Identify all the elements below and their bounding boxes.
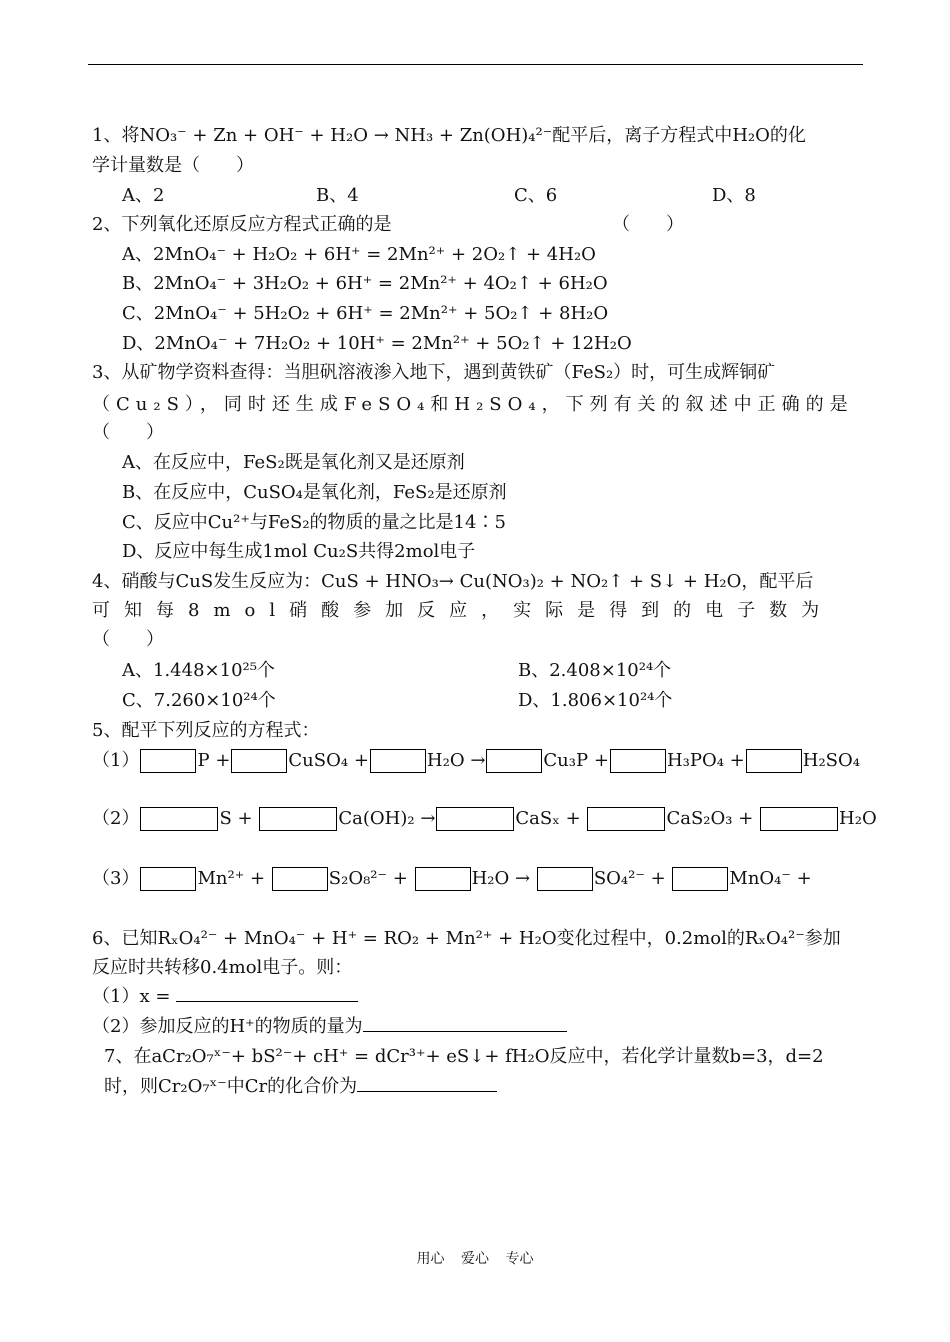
footer-text-2: 爱心 [461,1251,489,1267]
eq2-term-2: Ca(OH)₂ [338,808,415,829]
q5-equation-3 [92,864,812,894]
eq1-term-6: H₂SO₄ [802,750,860,771]
eq1-coef-4-box[interactable] [486,749,542,773]
arrow-sign: → [470,750,486,771]
footer-text-3: 专心 [505,1251,534,1267]
q4-option-d: D、1.806×10²⁴个 [518,690,673,711]
eq3-coef-3-box[interactable] [415,867,471,891]
q5-equation-2 [92,804,877,834]
q3-option-c: C、反应中Cu²⁺与FeS₂的物质的量之比是14∶5 [122,512,506,533]
plus-sign: + [237,808,253,829]
q6-sub2-label: （2）参加反应的H⁺的物质的量为 [92,1016,363,1037]
q7-answer-blank[interactable] [357,1073,497,1092]
eq3-coef-4-box[interactable] [537,867,593,891]
q7-line1: 7、在aCr₂O₇ˣ⁻+ bS²⁻+ cH⁺ = dCr³⁺+ eS↓+ fH₂O反应中，若化学计量数b=3，d=2 [104,1046,824,1067]
q3-line3: （ ） [92,422,164,443]
eq3-term-1: Mn²⁺ [197,868,245,889]
eq2-term-4: CaS₂O₃ [666,808,733,829]
eq1-coef-1-box[interactable] [140,749,196,773]
q2-option-d: D、2MnO₄⁻ + 7H₂O₂ + 10H⁺ = 2Mn²⁺ + 5O₂↑ + 12H₂O [122,333,632,354]
q6-line2: 反应时共转移0.4mol电子。则： [92,957,353,978]
eq1-label: （1） [92,750,140,771]
eq3-label: （3） [92,868,140,889]
eq1-coef-5-box[interactable] [610,749,666,773]
q1-line1: 1、将NO₃⁻ + Zn + OH⁻ + H₂O → NH₃ + Zn(OH)₄²⁻配平后，离子方程式中H₂O的化 [92,125,806,146]
eq3-term-5: MnO₄⁻ [729,868,791,889]
q7-line2-text: 时，则Cr₂O₇ˣ⁻中Cr的化合价为 [104,1076,358,1097]
plus-sign: + [353,750,369,771]
eq3-coef-5-box[interactable] [672,867,728,891]
q7-line2 [104,1072,497,1102]
eq3-coef-2-box[interactable] [272,867,328,891]
q3-line1: 3、从矿物学资料查得：当胆矾溶液渗入地下，遇到黄铁矿（FeS₂）时，可生成辉铜矿 [92,362,776,383]
eq2-coef-4-box[interactable] [587,807,665,831]
eq3-term-3: H₂O [471,868,510,889]
plus-sign: + [593,750,609,771]
q4-line3: （ ） [92,629,164,650]
q4-line2: 可知每8mol硝酸参加反应，实际是得到的电子数为 [92,600,834,621]
q2-option-a: A、2MnO₄⁻ + H₂O₂ + 6H⁺ = 2Mn²⁺ + 2O₂↑ + 4H₂O [122,244,596,265]
eq2-coef-3-box[interactable] [436,807,514,831]
q6-sub1-answer-blank[interactable] [176,983,358,1002]
eq2-coef-2-box[interactable] [259,807,337,831]
q3-option-b: B、在反应中，CuSO₄是氧化剂，FeS₂是还原剂 [122,482,507,503]
q3-option-d: D、反应中每生成1mol Cu₂S共得2mol电子 [122,541,476,562]
q1-option-c: C、6 [514,185,558,206]
q5-equation-1 [92,746,860,776]
eq1-term-4: Cu₃P [543,750,589,771]
arrow-sign: → [514,868,531,889]
eq3-term-4: SO₄²⁻ [593,868,645,889]
q3-line2: （Cu₂S），同时还生成FeSO₄和H₂SO₄，下列有关的叙述中正确的是 [92,394,854,415]
q6-sub2 [92,1012,567,1042]
q4-option-c: C、7.260×10²⁴个 [122,690,276,711]
q2-option-c: C、2MnO₄⁻ + 5H₂O₂ + 6H⁺ = 2Mn²⁺ + 5O₂↑ + 8H₂O [122,303,609,324]
q4-option-a: A、1.448×10²⁵个 [122,660,275,681]
plus-sign: + [565,808,581,829]
plus-sign: + [215,750,231,771]
q6-sub1-label: （1）x = [92,986,171,1007]
eq1-coef-2-box[interactable] [231,749,287,773]
plus-sign: + [729,750,745,771]
eq1-coef-6-box[interactable] [746,749,802,773]
eq1-term-3: H₂O [426,750,465,771]
eq2-term-1: S [219,808,232,829]
q4-line1: 4、硝酸与CuS发生反应为：CuS + HNO₃→ Cu(NO₃)₂ + NO₂↑ + S↓ + H₂O，配平后 [92,571,814,592]
eq2-coef-5-box[interactable] [760,807,838,831]
eq1-term-2: CuSO₄ [288,750,349,771]
eq1-term-1: P [197,750,210,771]
q6-sub2-answer-blank[interactable] [363,1013,567,1032]
eq3-term-2: S₂O₈²⁻ [328,868,388,889]
eq2-coef-1-box[interactable] [140,807,218,831]
q6-sub1 [92,982,358,1012]
arrow-sign: → [420,808,436,829]
q5-stem: 5、配平下列反应的方程式： [92,720,320,741]
plus-sign: + [392,868,408,889]
q2-option-b: B、2MnO₄⁻ + 3H₂O₂ + 6H⁺ = 2Mn²⁺ + 4O₂↑ + 6H₂O [122,273,608,294]
eq2-term-5: H₂O [839,808,877,829]
header-rule [88,64,863,65]
eq2-term-3: CaSₓ [515,808,560,829]
q1-line2: 学计量数是（ ） [92,155,254,176]
eq1-term-5: H₃PO₄ [666,750,724,771]
q1-option-b: B、4 [316,185,359,206]
q1-option-d: D、8 [712,185,756,206]
q3-option-a: A、在反应中，FeS₂既是氧化剂又是还原剂 [122,452,465,473]
q6-line1: 6、已知RₓO₄²⁻ + MnO₄⁻ + H⁺ = RO₂ + Mn²⁺ + H₂O变化过程中，0.2mol的RₓO₄²⁻参加 [92,928,841,949]
eq2-label: （2） [92,808,140,829]
footer-text-1: 用心 [416,1251,445,1267]
q1-option-a: A、2 [122,185,165,206]
plus-sign: + [796,868,812,889]
eq1-coef-3-box[interactable] [370,749,426,773]
q2-stem: 2、下列氧化还原反应方程式正确的是 [92,214,392,235]
plus-sign: + [738,808,754,829]
plus-sign: + [650,868,666,889]
q2-answer-paren: （ ） [612,214,684,235]
eq3-coef-1-box[interactable] [140,867,196,891]
plus-sign: + [249,868,266,889]
page-footer [0,1248,950,1268]
q4-option-b: B、2.408×10²⁴个 [518,660,672,681]
